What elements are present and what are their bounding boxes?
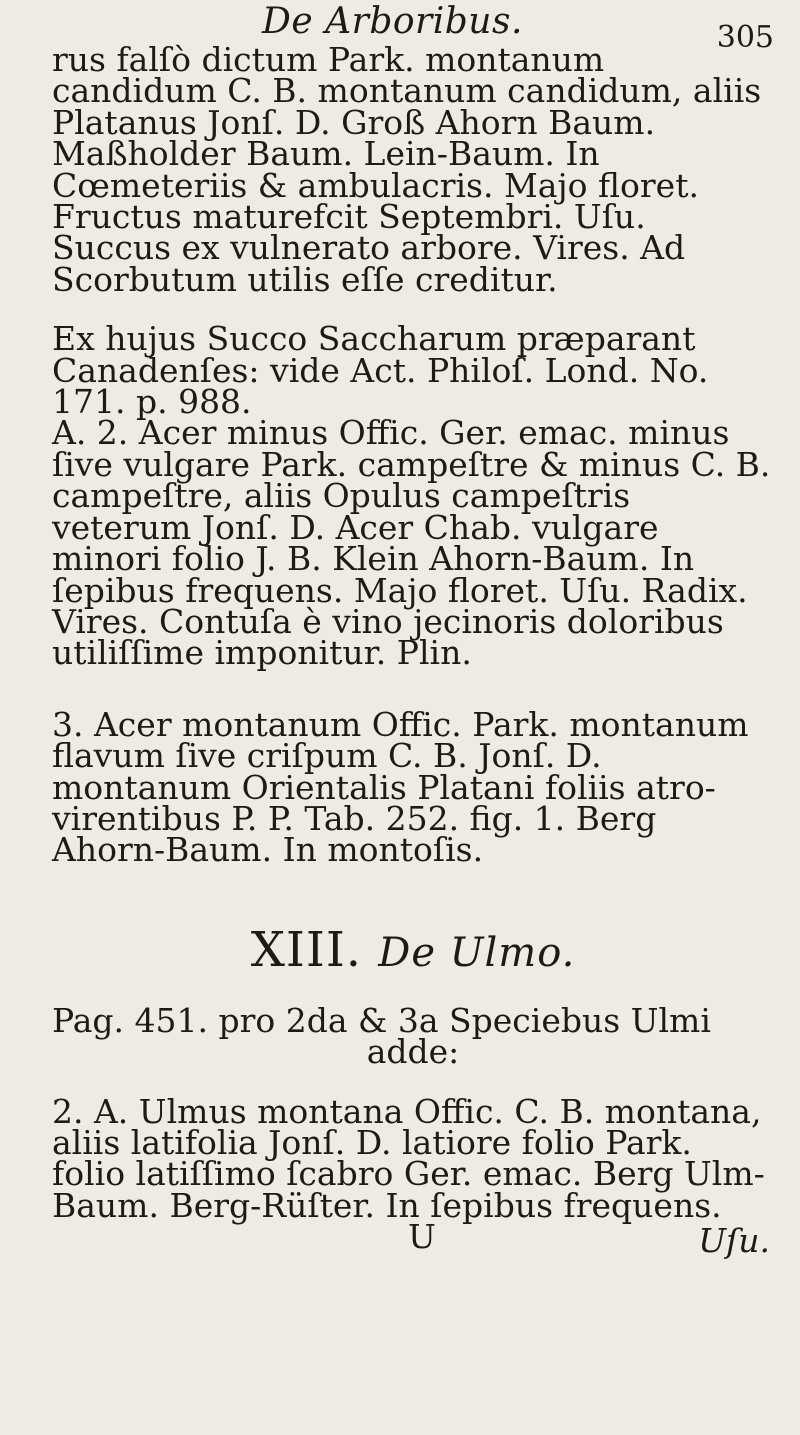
page-number: 305: [716, 20, 774, 55]
page-header: [52, 0, 774, 55]
section-intro-line: Pag. 451. pro 2da & 3a Speciebus Ulmi: [52, 1000, 711, 1040]
signature-mark: U: [408, 1217, 436, 1257]
paragraph-saccharum: Ex hujus Succo Saccharum præparant Canadenſes: vide Act. Philoſ. Lond. No. 171. p. 988.: [52, 319, 709, 422]
paragraph-ulmus-montana: 2. A. Ulmus montana Offic. C. B. montana, aliis latifolia Jonſ. D. latiore folio Park. folio latiſſimo ſcabro Ger. emac. Berg Ulm-Baum. Berg-Rüſter. In ſepibus frequens.: [52, 1091, 765, 1225]
section-title: De Ulmo.: [378, 929, 576, 976]
running-head: De Arboribus.: [262, 1, 523, 42]
paragraph-acer-montanum-candidum: rus falſò dictum Park. montanum candidum C. B. montanum candidum, aliis Platanus Jonſ. D. Groß Ahorn Baum. Maßholder Baum. Lein-Baum. In Cœmeteriis & ambulacris. Majo floret. Fructus maturefcit Septembri. Uſu. Succus ex vulnerato arbore. Vires. Ad Scorbutum utilis eſſe creditur.: [52, 40, 762, 299]
paragraph-acer-minus: A. 2. Acer minus Offic. Ger. emac. minus ſive vulgare Park. campeſtre & minus C. B. campeſtre, aliis Opulus campeſtris veterum Jonſ. D. Acer Chab. vulgare minori folio J. B. Klein Ahorn-Baum. In ſepibus frequens. Majo floret. Uſu. Radix. Vires. Contuſa è vino jecinoris doloribus utiliſſime imponitur. Plin.: [52, 413, 771, 673]
page-footer: [52, 1217, 774, 1261]
section-heading: [52, 921, 774, 979]
section-number: XIII.: [250, 921, 363, 978]
section-intro-adde: adde:: [366, 1032, 460, 1072]
page-text-block: [52, 0, 774, 1261]
catchword: Uſu.: [698, 1221, 770, 1261]
paragraph-acer-montanum-flavum: 3. Acer montanum Offic. Park. montanum flavum ſive criſpum C. B. Jonſ. D. montanum Orientalis Platani foliis atro-virentibus P. P. Tab. 252. fig. 1. Berg Ahorn-Baum. In montoſis.: [52, 704, 749, 870]
